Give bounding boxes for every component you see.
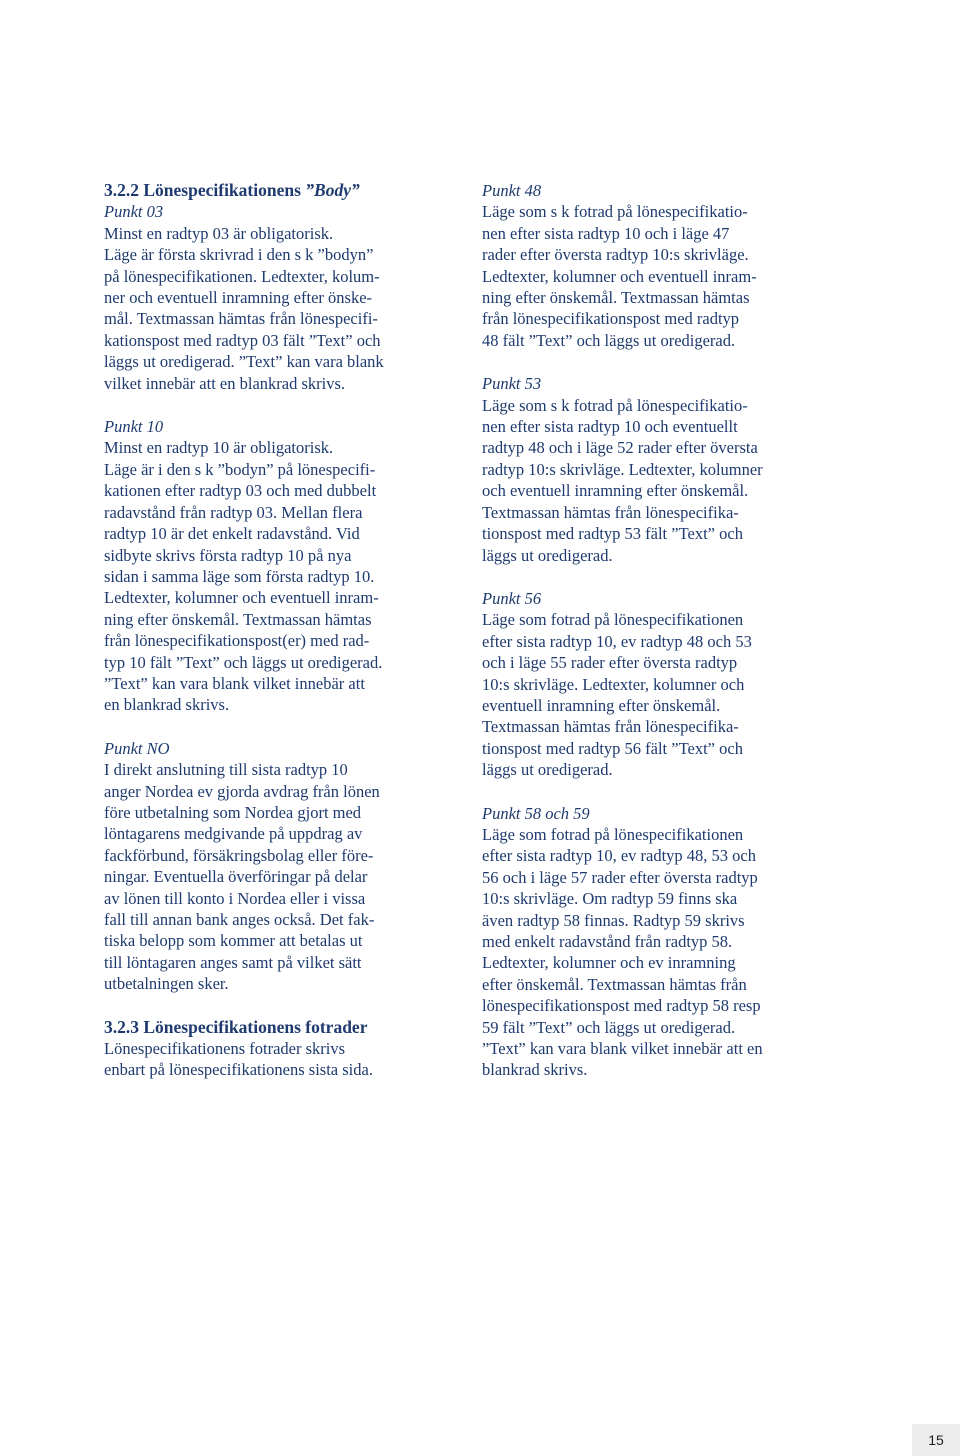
text-line: vilket innebär att en blankrad skrivs. (104, 373, 346, 393)
text-line: ning efter önskemål. Textmassan hämtas (104, 609, 372, 629)
paragraph-punkt-53 (482, 395, 822, 566)
text-line: 10:s skrivläge. Ledtexter, kolumner och (482, 674, 745, 694)
paragraph-punkt-56 (482, 609, 822, 780)
subheading-punkt-56: Punkt 56 (482, 588, 542, 608)
text-line: tionspost med radtyp 53 fält ”Text” och (482, 524, 743, 544)
paragraph-fotrader (104, 1038, 444, 1081)
right-column (482, 180, 822, 1103)
text-line: nen efter sista radtyp 10 och i läge 47 (482, 223, 730, 243)
text-line: anger Nordea ev gjorda avdrag från lönen (104, 781, 380, 801)
text-line: kationen efter radtyp 03 och med dubbelt (104, 481, 377, 501)
section-3-2-3 (104, 1017, 444, 1081)
text-line: med enkelt radavstånd från radtyp 58. (482, 932, 733, 951)
paragraph-punkt-no (104, 759, 444, 994)
text-line: I direkt anslutning till sista radtyp 10 (104, 760, 348, 780)
text-line: eventuell inramning efter önskemål. (482, 695, 721, 715)
section-punkt-53 (482, 373, 822, 566)
text-line: från lönespecifikationspost med radtyp (482, 309, 740, 329)
subheading-punkt-03: Punkt 03 (104, 202, 164, 222)
text-line: Läge som s k fotrad på lönespecifikatio- (482, 395, 748, 415)
text-line: före utbetalning som Nordea gjort med (104, 802, 362, 822)
text-line: läggs ut oredigerad. ”Text” kan vara blank (104, 352, 384, 372)
text-line: Ledtexter, kolumner och eventuell inram- (482, 266, 757, 286)
text-line: på lönespecifikationen. Ledtexter, kolum- (104, 266, 380, 286)
section-punkt-10 (104, 416, 444, 716)
text-line: en blankrad skrivs. (104, 695, 230, 715)
text-line: lönespecifikationspost med radtyp 58 resp (482, 996, 761, 1016)
paragraph-punkt-48 (482, 201, 822, 351)
text-line: och i läge 55 rader efter översta radtyp (482, 653, 738, 673)
paragraph-punkt-58-59 (482, 824, 822, 1081)
text-line: Läge som fotrad på lönespecifikationen (482, 824, 744, 844)
text-line: från lönespecifikationspost(er) med rad- (104, 631, 370, 651)
section-heading-3-2-2: 3.2.2 Lönespecifikationens ”Body” (104, 180, 360, 200)
section-punkt-56 (482, 588, 822, 781)
text-line: Lönespecifikationens fotrader skrivs (104, 1039, 346, 1059)
text-line: ning efter önskemål. Textmassan hämtas (482, 288, 750, 308)
page-number: 15 (912, 1424, 960, 1456)
text-line: 59 fält ”Text” och läggs ut oredigerad. (482, 1017, 736, 1037)
text-line: radavstånd från radtyp 03. Mellan flera (104, 502, 363, 522)
text-line: efter sista radtyp 10, ev radtyp 48, 53 och (482, 846, 757, 866)
section-punkt-48 (482, 180, 822, 351)
left-column (104, 180, 444, 1103)
section-punkt-58-59 (482, 803, 822, 1081)
text-line: ner och eventuell inramning efter önske- (104, 288, 373, 308)
text-line: radtyp 10 är det enkelt radavstånd. Vid (104, 524, 360, 544)
section-heading-3-2-3: 3.2.3 Lönespecifikationens fotrader (104, 1016, 368, 1037)
text-line: läggs ut oredigerad. (482, 760, 613, 780)
text-line: nen efter sista radtyp 10 och eventuellt (482, 417, 738, 437)
text-line: av lönen till konto i Nordea eller i vissa (104, 888, 366, 908)
text-line: fackförbund, försäkringsbolag eller före- (104, 845, 374, 865)
text-line: sidbyte skrivs första radtyp 10 på nya (104, 545, 352, 565)
text-line: 48 fält ”Text” och läggs ut oredigerad. (482, 330, 736, 350)
text-line: mål. Textmassan hämtas från lönespecifi- (104, 309, 378, 329)
subheading-punkt-10: Punkt 10 (104, 417, 164, 437)
text-line: enbart på lönespecifikationens sista sida. (104, 1060, 373, 1080)
text-line: Läge är första skrivrad i den s k ”bodyn” (104, 245, 374, 265)
text-line: Ledtexter, kolumner och eventuell inram- (104, 588, 379, 608)
text-line: blankrad skrivs. (482, 1060, 588, 1080)
text-line: Minst en radtyp 10 är obligatorisk. (104, 438, 334, 458)
text-line: sidan i samma läge som första radtyp 10. (104, 566, 375, 586)
text-line: kationspost med radtyp 03 fält ”Text” och (104, 330, 381, 350)
text-line: rader efter översta radtyp 10:s skrivläge. (482, 245, 749, 265)
section-punkt-no (104, 738, 444, 995)
text-line: Ledtexter, kolumner och ev inramning (482, 953, 736, 973)
text-line: typ 10 fält ”Text” och läggs ut oredigerad. (104, 652, 383, 672)
text-line: Läge som s k fotrad på lönespecifikatio- (482, 202, 748, 222)
text-line: Läge som fotrad på lönespecifikationen (482, 610, 744, 630)
subheading-punkt-48: Punkt 48 (482, 181, 542, 200)
paragraph-punkt-03 (104, 223, 444, 394)
text-line: och eventuell inramning efter önskemål. (482, 481, 749, 501)
text-line: Läge är i den s k ”bodyn” på lönespecifi- (104, 459, 376, 479)
paragraph-punkt-10 (104, 437, 444, 715)
text-line: ningar. Eventuella överföringar på delar (104, 867, 368, 887)
text-line: 10:s skrivläge. Om radtyp 59 finns ska (482, 889, 738, 909)
text-line: efter sista radtyp 10, ev radtyp 48 och 53 (482, 631, 752, 651)
text-line: 56 och i läge 57 rader efter översta radtyp (482, 867, 758, 887)
text-line: utbetalningen sker. (104, 974, 229, 994)
subheading-punkt-53: Punkt 53 (482, 374, 542, 394)
text-line: ”Text” kan vara blank vilket innebär att (104, 673, 365, 693)
section-3-2-2 (104, 180, 444, 394)
subheading-punkt-no: Punkt NO (104, 738, 170, 758)
text-line: tionspost med radtyp 56 fält ”Text” och (482, 738, 743, 758)
text-line: löntagarens medgivande på uppdrag av (104, 824, 363, 844)
subheading-punkt-58-59: Punkt 58 och 59 (482, 803, 590, 823)
text-line: efter önskemål. Textmassan hämtas från (482, 974, 747, 994)
text-line: även radtyp 58 finnas. Radtyp 59 skrivs (482, 910, 745, 930)
text-line: radtyp 10:s skrivläge. Ledtexter, kolumner (482, 459, 763, 479)
text-line: Textmassan hämtas från lönespecifika- (482, 717, 739, 737)
text-line: fall till annan bank anges också. Det fak- (104, 910, 375, 929)
text-line: tiska belopp som kommer att betalas ut (104, 931, 363, 951)
text-line: till löntagaren anges samt på vilket sätt (104, 952, 362, 972)
text-line: läggs ut oredigerad. (482, 545, 613, 565)
text-line: Textmassan hämtas från lönespecifika- (482, 502, 739, 522)
text-line: ”Text” kan vara blank vilket innebär att en (482, 1039, 763, 1059)
text-line: radtyp 48 och i läge 52 rader efter översta (482, 438, 758, 458)
text-line: Minst en radtyp 03 är obligatorisk. (104, 223, 334, 243)
